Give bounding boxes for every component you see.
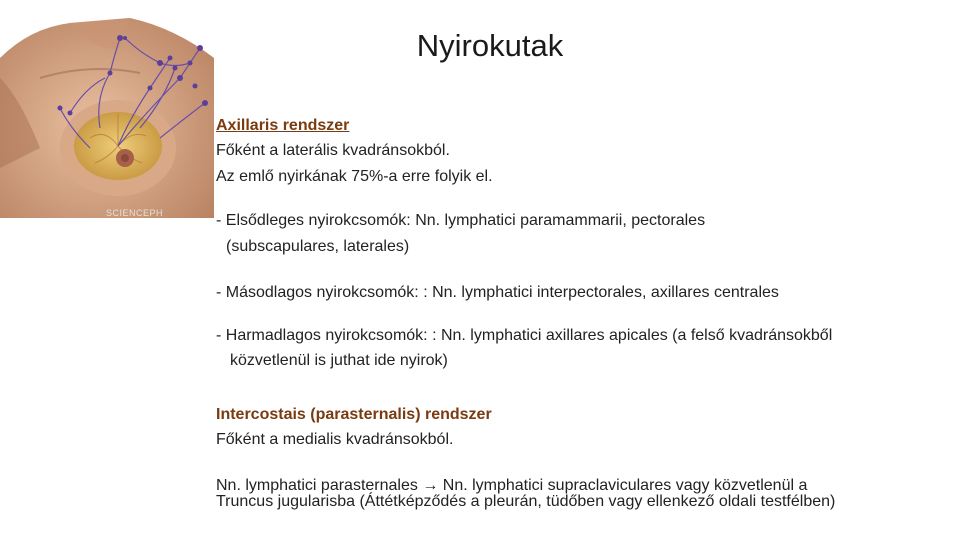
image-watermark: SCIENCEPH bbox=[106, 208, 164, 218]
primary-nodes-line-1: - Elsődleges nyirokcsomók: Nn. lymphatici paramammarii, pectorales bbox=[216, 212, 706, 229]
primary-nodes-line-2: (subscapulares, laterales) bbox=[226, 238, 410, 255]
secondary-nodes: - Másodlagos nyirokcsomók: : Nn. lymphatici interpectorales, axillares centrales bbox=[216, 284, 779, 301]
intercostal-drain-line-2: Truncus jugularisba (Áttétképződés a pleurán, tüdőben vagy ellenkező oldali testfélben) bbox=[216, 493, 836, 510]
intercostal-line-1: Főként a medialis kvadránsokból. bbox=[216, 431, 454, 448]
axillary-heading: Axillaris rendszer bbox=[216, 117, 350, 134]
intercostal-heading: Intercostais (parasternalis) rendszer bbox=[216, 406, 492, 423]
slide-title: Nyirokutak bbox=[416, 28, 564, 63]
intercostal-drain-line-1: Nn. lymphatici parasternales → Nn. lymphatici supraclaviculares vagy közvetlenül a bbox=[216, 477, 808, 494]
tertiary-nodes-line-2: közvetlenül is juthat ide nyirok) bbox=[230, 352, 448, 369]
axillary-line-1: Főként a laterális kvadránsokból. bbox=[216, 142, 450, 159]
axillary-line-2: Az emlő nyirkának 75%-a erre folyik el. bbox=[216, 168, 493, 185]
breast-lymphatics-illustration bbox=[0, 18, 214, 218]
tertiary-nodes-line-1: - Harmadlagos nyirokcsomók: : Nn. lymphatici axillares apicales (a felső kvadránsokből bbox=[216, 327, 833, 344]
